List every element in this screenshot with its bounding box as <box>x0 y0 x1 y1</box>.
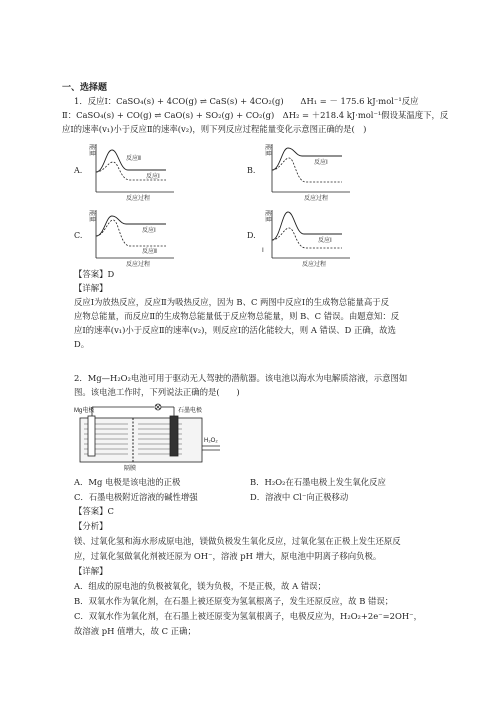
q1-stem-line-1: 1．反应Ⅰ：CaSO₄(s) + 4CO(g) ⇌ CaS(s) + 4CO₂(g) ΔH₁ = － 175.6 kJ·mol⁻¹反应 <box>74 96 419 106</box>
q2-stem-line-2: 图。该电池工作时，下列说法正确的是( ) <box>74 387 240 397</box>
q2-membrane-label: 隔膜 <box>124 466 137 472</box>
q2-detail-title: 【详解】 <box>74 566 108 576</box>
q1-graph-d <box>262 206 354 270</box>
q1-detail-title: 【详解】 <box>74 283 108 293</box>
q1-graph-c <box>86 206 178 270</box>
q1-option-b-label: B. <box>247 166 256 175</box>
q2-option-d: D．溶液中 Cl⁻向正极移动 <box>250 492 349 502</box>
q1-graph-d-tick: Ⅰ <box>262 248 264 254</box>
q2-detail-line: A．组成的原电池的负极被氧化，镁为负极，不是正极，故 A 错误； <box>74 581 326 591</box>
q1-option-d-label: D. <box>247 231 256 240</box>
q1-detail-line: D。 <box>74 339 90 349</box>
q2-battery-diagram <box>74 402 224 474</box>
q1-answer: 【答案】D <box>74 269 115 279</box>
section-title: 一、选择题 <box>62 82 108 92</box>
q1-graph-b-curve1-label: 反应Ⅰ <box>314 160 328 166</box>
q1-option-c-label: C. <box>74 231 83 240</box>
q1-detail-line: 应物总能量，而反应Ⅱ的生成物总能量低于反应物总能量，则 B、C 错误。由题意知：反 <box>74 311 400 321</box>
q1-graph-c-ylabel: 能量 <box>88 210 94 223</box>
q2-stem-line-1: 2．Mg—H₂O₂电池可用于驱动无人驾驶的潜航器。该电池以海水为电解质溶液，示意图如 <box>74 373 408 383</box>
q1-graph-c-xlabel: 反应过程 <box>126 262 151 268</box>
q2-detail-line: B．双氧水作为氧化剂，在石墨上被还原变为氢氧根离子，发生还原反应，故 B 错误； <box>74 596 394 606</box>
q2-analysis-line: 镁、过氧化氢和海水形成原电池，镁做负极发生氧化反应，过氧化氢在正极上发生还原反 <box>74 536 401 546</box>
q1-graph-b <box>262 140 354 204</box>
q1-graph-c-curve2-label: 反应Ⅱ <box>142 249 157 255</box>
q1-detail-line: 反应Ⅰ为放热反应，反应Ⅱ为吸热反应，因为 B、C 两图中反应Ⅰ的生成物总能量高于反 <box>74 297 389 307</box>
q1-stem-line-3: 应Ⅰ的速率(v₁)小于反应Ⅱ的速率(v₂)，则下列反应过程能量变化示意图正确的是( ) <box>62 124 367 134</box>
q2-option-c: C．石墨电极附近溶液的碱性增强 <box>74 492 198 502</box>
q2-analysis-title: 【分析】 <box>74 521 108 531</box>
q1-graph-d-ylabel: 能量 <box>264 210 270 223</box>
q2-mg-electrode-label: Mg电极 <box>74 408 95 414</box>
q2-option-a: A．Mg 电极是该电池的正极 <box>74 477 181 487</box>
q2-graphite-electrode-label: 石墨电极 <box>178 408 203 414</box>
q2-analysis-line: 应，过氧化氢做氧化剂被还原为 OH⁻，溶液 pH 增大，原电池中阴离子移向负极。 <box>74 551 382 561</box>
q1-stem-line-2: Ⅱ：CaSO₄(s) + CO(g) ⇌ CaO(s) + SO₂(g) + CO₂(g) ΔH₂ = ＋218.4 kJ·mol⁻¹假设某温度下，反 <box>62 110 449 120</box>
q1-option-a-label: A. <box>74 166 83 175</box>
q1-detail-line: 应Ⅰ的速率(v₁)小于反应Ⅱ的速率(v₂)，则反应Ⅰ的活化能较大，则 A 错误、D 正确，故选 <box>74 325 396 335</box>
q1-graph-d-curve1-label: 反应Ⅰ <box>318 238 332 244</box>
q2-detail-line: C．双氧水作为氧化剂，在石墨上被还原变为氢氧根离子，电极反应为，H₂O₂+2e⁻=2OH⁻， <box>74 611 422 621</box>
q1-graph-a-curve2-label: 反应Ⅱ <box>126 156 141 162</box>
q2-detail-line: 故溶液 pH 值增大，故 C 正确； <box>74 626 196 636</box>
q1-graph-a-curve1-label: 反应Ⅰ <box>146 174 160 180</box>
q1-graph-c-curve1-label: 反应Ⅰ <box>142 228 156 234</box>
q1-graph-a-ylabel: 能量 <box>88 144 94 157</box>
q2-answer: 【答案】C <box>74 506 114 516</box>
q1-graph-a <box>86 140 178 204</box>
q1-graph-a-xlabel: 反应过程 <box>126 196 151 202</box>
q1-graph-b-xlabel: 反应过程 <box>304 196 329 202</box>
q1-graph-d-xlabel: 反应过程 <box>302 262 327 268</box>
q1-graph-b-ylabel: 能量 <box>264 144 270 157</box>
q2-h2o2-label: H₂O₂ <box>204 438 218 444</box>
q2-option-b: B．H₂O₂在石墨电极上发生氧化反应 <box>250 477 386 487</box>
